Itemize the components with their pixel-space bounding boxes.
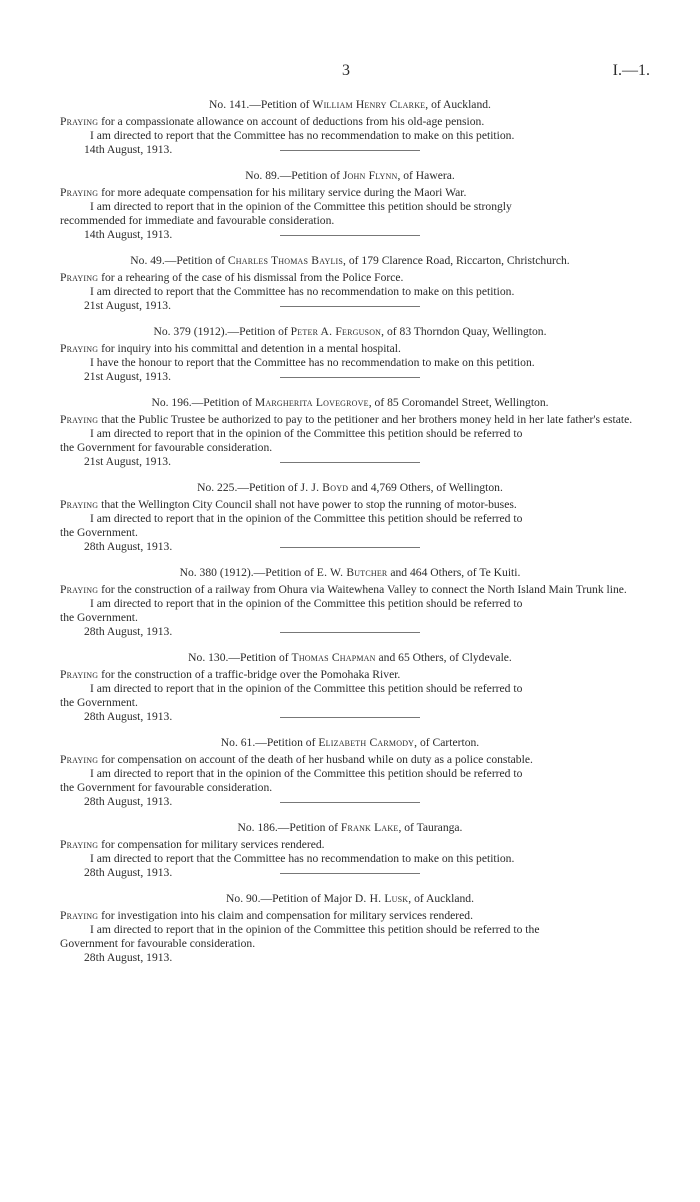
petition-entry <box>60 254 640 325</box>
section-gap <box>60 243 640 254</box>
petitioner-location: , of 179 Clarence Road, Riccarton, Christchurch. <box>343 254 570 267</box>
prayer-text: for the construction of a railway from Ohura via Waitewhena Valley to connect the North Island Main Trunk line. <box>98 583 627 596</box>
committee-report-line: recommended for immediate and favourable consideration. <box>60 214 335 227</box>
report-date: 28th August, 1913. <box>84 540 173 553</box>
petitioner-name: John Flynn <box>342 169 398 182</box>
committee-report-line: the Government for favourable consideration. <box>60 781 273 794</box>
petitioner-name: Margherita Lovegrove <box>254 396 369 409</box>
petition-prayer <box>60 498 640 512</box>
section-divider <box>280 802 420 803</box>
petition-title <box>60 98 640 112</box>
petition-title <box>60 736 640 750</box>
committee-report-line: I am directed to report that in the opinion of the Committee this petition should be referred to <box>90 512 523 525</box>
report-date: 21st August, 1913. <box>84 299 171 312</box>
petitioner-location: and 464 Others, of Te Kuiti. <box>387 566 521 579</box>
report-date: 14th August, 1913. <box>84 143 173 156</box>
petition-prayer <box>60 271 640 285</box>
petition-entry <box>60 481 640 566</box>
petition-prayer <box>60 186 640 200</box>
prayer-text: for the construction of a traffic-bridge over the Pomohaka River. <box>98 668 401 681</box>
petition-prayer <box>60 909 640 923</box>
praying-word: Praying <box>60 668 99 681</box>
prayer-text: for investigation into his claim and compensation for military services rendered. <box>98 909 473 922</box>
prayer-text: for compensation on account of the death of her husband while on duty as a police constable. <box>98 753 533 766</box>
section-divider <box>280 150 420 151</box>
prayer-text: for inquiry into his committal and detention in a mental hospital. <box>98 342 401 355</box>
petition-prayer <box>60 668 640 682</box>
petitioner-location: , of Carterton. <box>414 736 480 749</box>
petition-number: No. 225.—Petition of <box>197 481 301 494</box>
petition-entry <box>60 566 640 651</box>
report-date: 28th August, 1913. <box>84 866 173 879</box>
petitioner-location: , of Tauranga. <box>398 821 463 834</box>
committee-report-line: the Government for favourable consideration. <box>60 441 273 454</box>
petitioner-name: Elizabeth Carmody <box>318 736 415 749</box>
petition-number: No. 61.—Petition of <box>220 736 319 749</box>
petition-number: No. 186.—Petition of <box>237 821 341 834</box>
committee-report-line: Government for favourable consideration. <box>60 937 256 950</box>
section-gap <box>60 314 640 325</box>
petition-prayer <box>60 342 640 356</box>
committee-report-line: I am directed to report that in the opinion of the Committee this petition should be referred to <box>90 597 523 610</box>
page-header <box>0 62 700 84</box>
petitioner-name: William Henry Clarke <box>312 98 426 111</box>
petitioner-location: , of Auckland. <box>425 98 491 111</box>
praying-word: Praying <box>60 838 99 851</box>
section-divider <box>280 235 420 236</box>
praying-word: Praying <box>60 909 99 922</box>
committee-report-line: I am directed to report that in the opinion of the Committee this petition should be referred to <box>90 682 523 695</box>
petition-number: No. 89.—Petition of <box>245 169 343 182</box>
petition-entry <box>60 651 640 736</box>
section-divider <box>280 377 420 378</box>
praying-word: Praying <box>60 271 99 284</box>
section-gap <box>60 725 640 736</box>
report-date: 21st August, 1913. <box>84 455 171 468</box>
petition-title <box>60 325 640 339</box>
section-divider <box>280 717 420 718</box>
section-gap <box>60 158 640 169</box>
committee-report-line: I am directed to report that the Committee has no recommendation to make on this petition. <box>90 285 515 298</box>
petition-number: No. 49.—Petition of <box>130 254 228 267</box>
petition-title <box>60 481 640 495</box>
section-divider <box>280 306 420 307</box>
section-gap <box>60 385 640 396</box>
petition-entry <box>60 821 640 892</box>
praying-word: Praying <box>60 498 99 511</box>
petition-entry <box>60 325 640 396</box>
praying-word: Praying <box>60 115 99 128</box>
petition-title <box>60 169 640 183</box>
committee-report-line: the Government. <box>60 611 138 624</box>
petition-title <box>60 566 640 580</box>
petitioner-name: J. J. Boyd <box>300 481 349 494</box>
report-date: 14th August, 1913. <box>84 228 173 241</box>
section-gap <box>60 640 640 651</box>
prayer-text: that the Public Trustee be authorized to pay to the petitioner and her brothers money held in her late father's estate. <box>98 413 633 426</box>
section-gap <box>60 470 640 481</box>
report-date: 28th August, 1913. <box>84 951 173 964</box>
petition-title <box>60 651 640 665</box>
prayer-text: for compensation for military services rendered. <box>98 838 325 851</box>
petition-entry <box>60 98 640 169</box>
section-divider <box>280 873 420 874</box>
praying-word: Praying <box>60 186 99 199</box>
report-date: 28th August, 1913. <box>84 710 173 723</box>
section-divider <box>280 547 420 548</box>
petition-prayer <box>60 753 640 767</box>
praying-word: Praying <box>60 583 99 596</box>
petitioner-location: , of Auckland. <box>408 892 474 905</box>
petition-prayer <box>60 583 640 597</box>
petition-number: No. 379 (1912).—Petition of <box>153 325 291 338</box>
petition-entry <box>60 169 640 254</box>
series-reference: I.—1. <box>612 62 650 79</box>
petitioner-location: , of 83 Thorndon Quay, Wellington. <box>381 325 547 338</box>
petitioner-name: Charles Thomas Baylis <box>227 254 344 267</box>
section-divider <box>280 632 420 633</box>
petitioner-name: E. W. Butcher <box>316 566 388 579</box>
section-gap <box>60 810 640 821</box>
petition-entry <box>60 396 640 481</box>
praying-word: Praying <box>60 753 99 766</box>
petition-list <box>60 98 640 965</box>
prayer-text: for a rehearing of the case of his dismissal from the Police Force. <box>98 271 404 284</box>
petition-prayer <box>60 838 640 852</box>
committee-report-line: I am directed to report that the Committee has no recommendation to make on this petition. <box>90 129 515 142</box>
petition-entry <box>60 736 640 821</box>
praying-word: Praying <box>60 342 99 355</box>
petitioner-name: Thomas Chapman <box>291 651 376 664</box>
praying-word: Praying <box>60 413 99 426</box>
page-number: 3 <box>342 62 350 79</box>
petitioner-name: Frank Lake <box>340 821 399 834</box>
petition-number: No. 90.—Petition of Major <box>226 892 355 905</box>
committee-report-line: I am directed to report that in the opinion of the Committee this petition should be referred to <box>90 427 523 440</box>
petition-title <box>60 396 640 410</box>
section-gap <box>60 881 640 892</box>
committee-report-line: I am directed to report that in the opinion of the Committee this petition should be strongly <box>90 200 512 213</box>
petitioner-location: and 65 Others, of Clydevale. <box>375 651 512 664</box>
report-date: 21st August, 1913. <box>84 370 171 383</box>
petition-entry <box>60 892 640 965</box>
petitioner-location: , of 85 Coromandel Street, Wellington. <box>368 396 549 409</box>
petition-number: No. 380 (1912).—Petition of <box>179 566 317 579</box>
section-divider <box>280 462 420 463</box>
committee-report-line: I am directed to report that the Committee has no recommendation to make on this petition. <box>90 852 515 865</box>
petitioner-location: and 4,769 Others, of Wellington. <box>348 481 503 494</box>
petition-prayer <box>60 413 640 427</box>
committee-report-line: I have the honour to report that the Committee has no recommendation to make on this petition. <box>90 356 535 369</box>
committee-report-line: I am directed to report that in the opinion of the Committee this petition should be referred to <box>90 767 523 780</box>
petition-prayer <box>60 115 640 129</box>
report-date: 28th August, 1913. <box>84 625 173 638</box>
petition-number: No. 196.—Petition of <box>151 396 255 409</box>
petitioner-location: , of Hawera. <box>397 169 455 182</box>
prayer-text: for a compassionate allowance on account of deductions from his old-age pension. <box>98 115 485 128</box>
report-date: 28th August, 1913. <box>84 795 173 808</box>
petitioner-name: Peter A. Ferguson <box>290 325 382 338</box>
prayer-text: for more adequate compensation for his military service during the Maori War. <box>98 186 467 199</box>
committee-report-line: the Government. <box>60 696 138 709</box>
petition-title <box>60 254 640 268</box>
petition-title <box>60 892 640 906</box>
section-gap <box>60 555 640 566</box>
committee-report-line: the Government. <box>60 526 138 539</box>
petitioner-name: D. H. Lusk <box>354 892 409 905</box>
petition-title <box>60 821 640 835</box>
prayer-text: that the Wellington City Council shall not have power to stop the running of motor-buses. <box>98 498 517 511</box>
petition-number: No. 141.—Petition of <box>209 98 313 111</box>
petition-number: No. 130.—Petition of <box>188 651 292 664</box>
committee-report-line: I am directed to report that in the opinion of the Committee this petition should be referred to the <box>90 923 540 936</box>
